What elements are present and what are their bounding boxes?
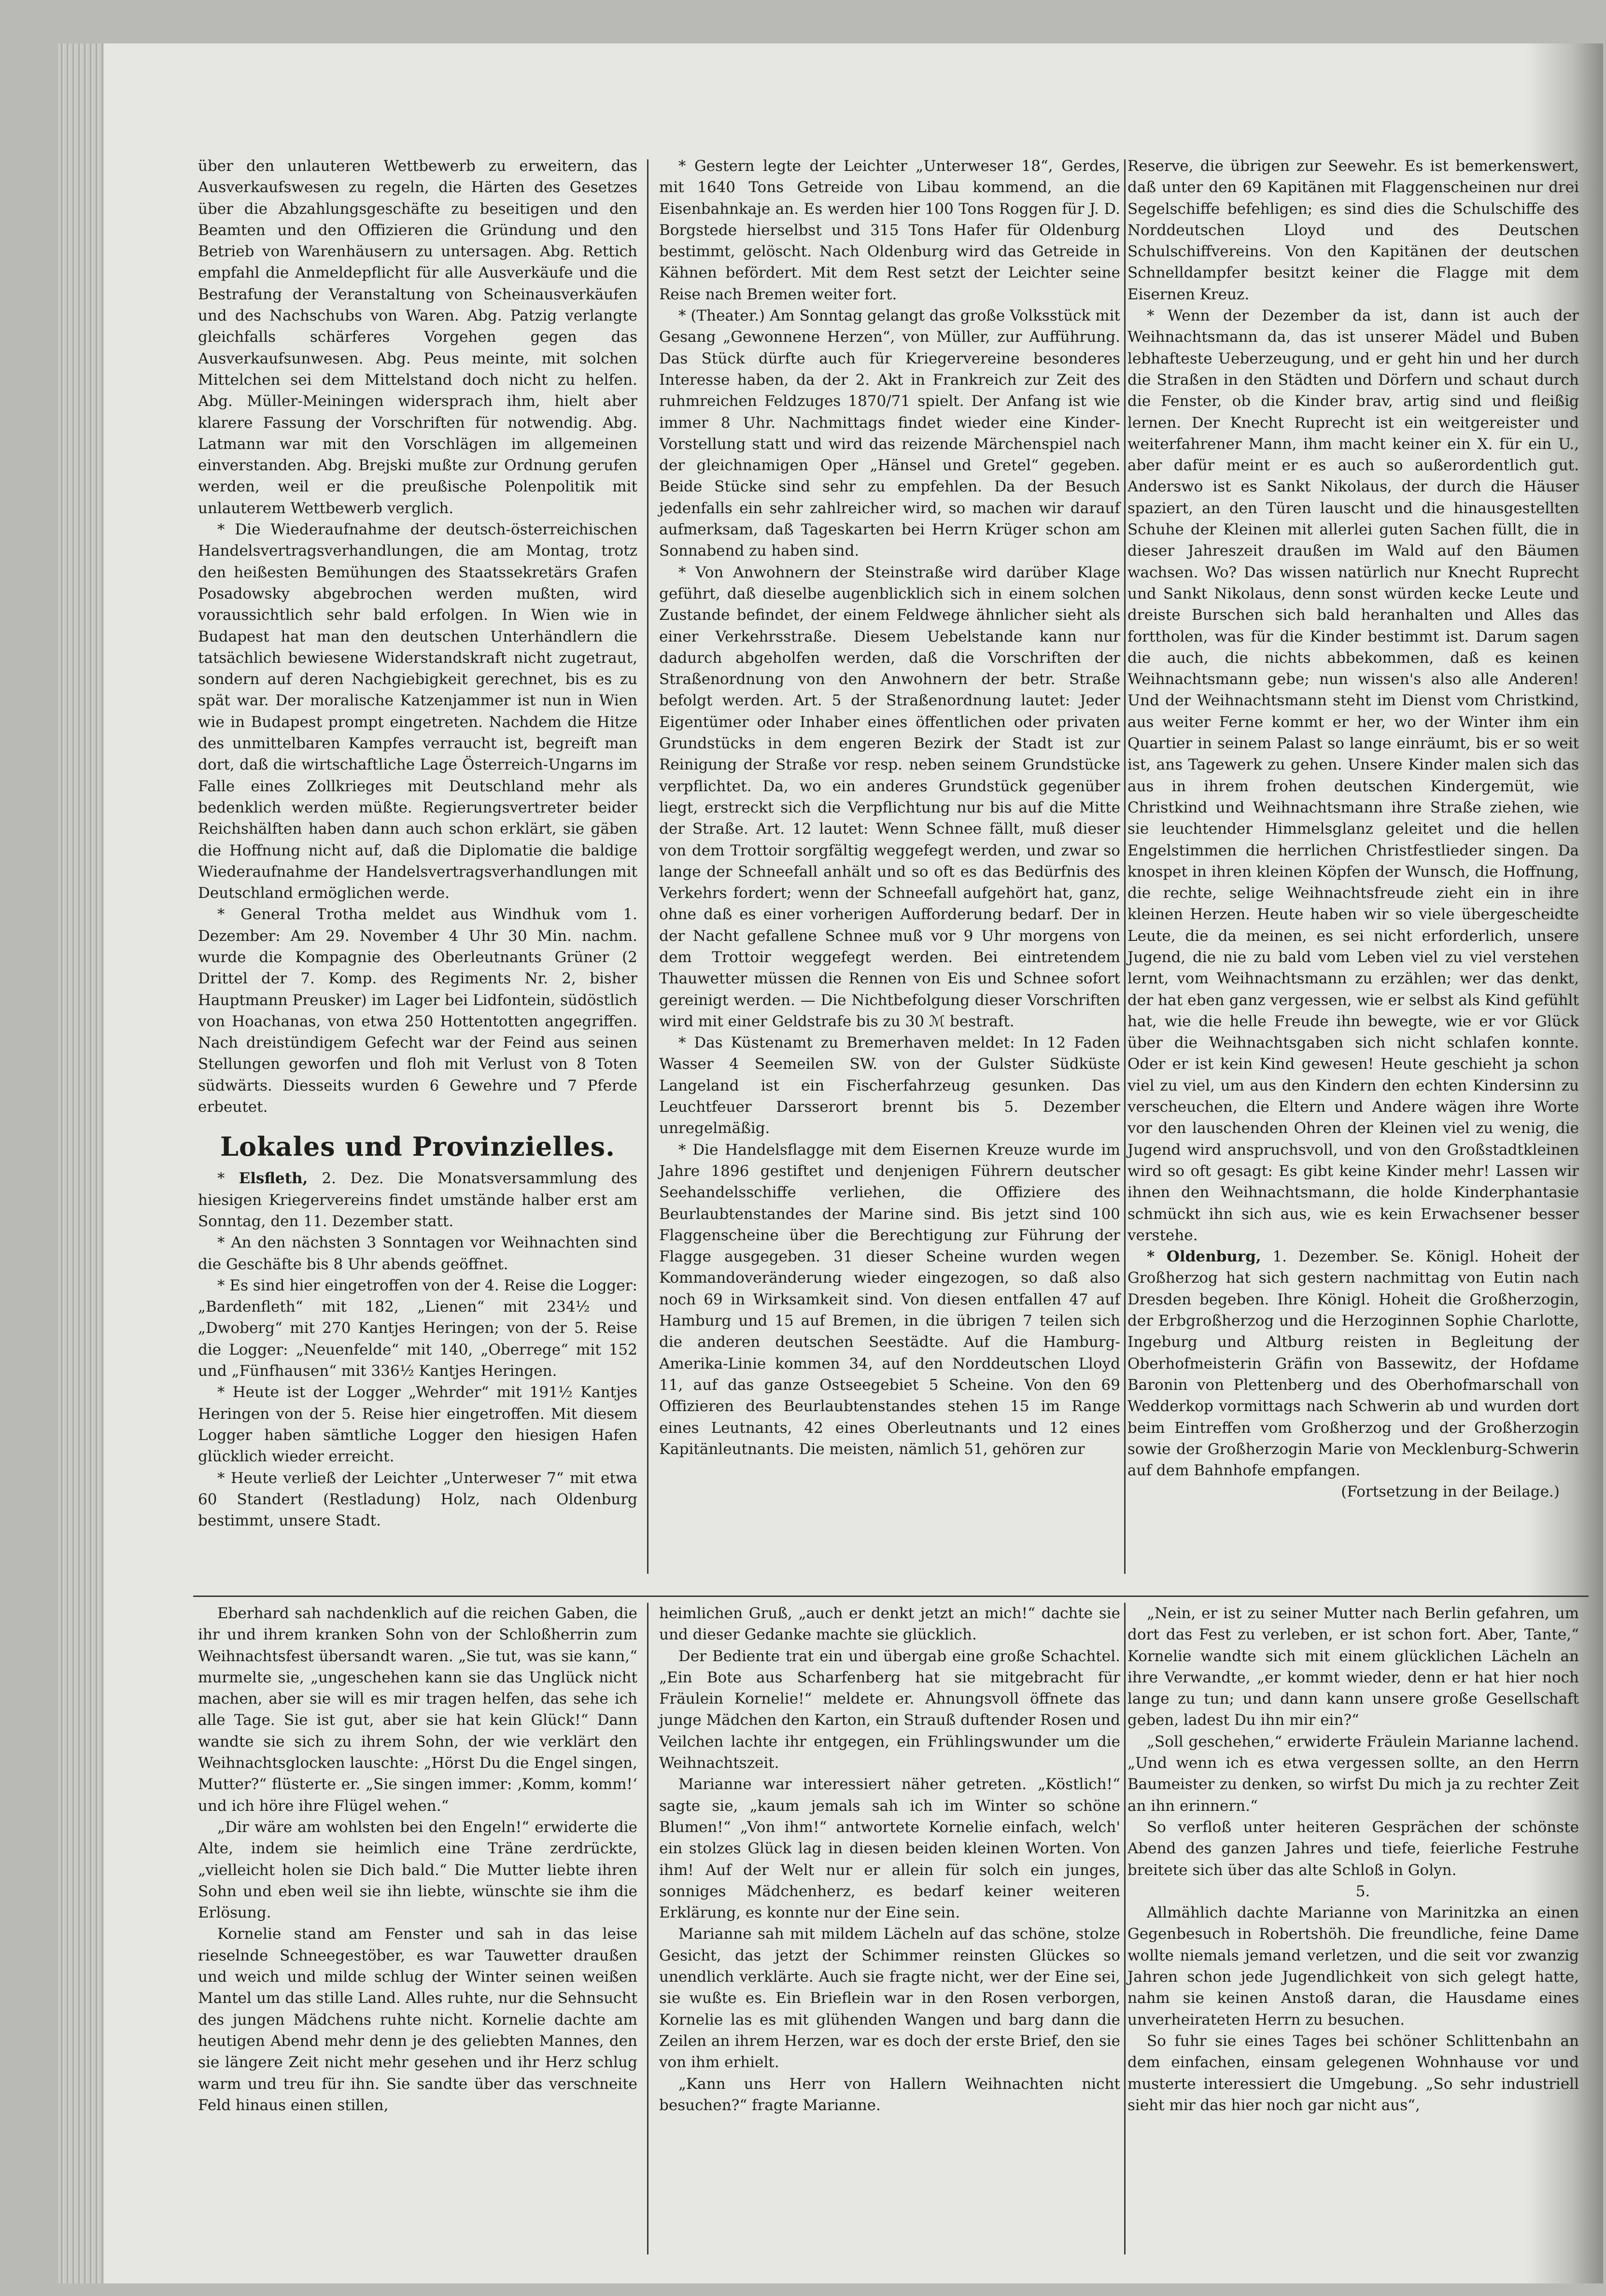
feuilleton-col2-paragraph: Der Bediente trat ein und übergab eine große Schachtel. „Ein Bote aus Scharfenberg hat sie mitgebracht für Fräulein Kornelie!“ meldete er. Ahnungsvoll öffnete das junge Mädchen den Karton, ein Strauß duftender Rosen und Veilchen lachte ihr entgegen, ein Frühlingswunder um die Weihnachtszeit. [659, 1647, 1120, 1772]
feuilleton-col2-paragraph: „Kann uns Herr von Hallern Weihnachten nicht besuchen?“ fragte Marianne. [659, 2075, 1120, 2114]
feuilleton-col2-paragraph: Marianne war interessiert näher getreten. „Köstlich!“ sagte sie, „kaum jemals sah ich im Winter so schöne Blumen!“ „Von ihm!“ antwortete Kornelie einfach, welch' ein stolzes Glück lag in diesen beiden kleinen Worten. Von ihm! Auf der Welt nur er allein für solch ein junges, sonniges Mädchenherz, es bedarf keiner weiteren Erklärung, es konnte nur der Eine sein. [659, 1776, 1120, 1922]
page-binding [58, 43, 104, 2283]
feuilleton-col3-paragraph: „Soll geschehen,“ erwiderte Fräulein Marianne lachend. „Und wenn ich es etwa vergessen sollte, an den Herrn Baumeister zu denken, so wirfst Du mich ja zu rechter Zeit an ihn erinnern.“ [1127, 1733, 1579, 1815]
news-column-2 [659, 155, 1120, 1460]
news-col2-paragraph: * Die Handelsflagge mit dem Eisernen Kreuze wurde im Jahre 1896 gestiftet und denjenigen Führern deutscher Seehandelsschiffe verliehen, die Offiziere des Beurlaubtenstandes der Marine sind. Bis jetzt sind 100 Flaggenscheine über die Berechtigung zur Führung der Flagge ausgegeben. 31 dieser Scheine wurden wegen Kommandoveränderung wieder eingezogen, so daß also noch 69 in Wirksamkeit sind. Von diesen entfallen 47 auf Hamburg und 15 auf Bremen, in die übrigen 7 teilen sich die anderen deutschen Seestädte. Auf die Hamburg-Amerika-Linie kommen 34, auf den Norddeutschen Lloyd 11, auf das ganze Ostseegebiet 5 Scheine. Von den 69 Offizieren des Beurlaubtenstandes stehen 15 im Range eines Leutnants, 42 eines Oberleutnants und 12 eines Kapitänleutnants. Die meisten, nämlich 51, gehören zur [659, 1141, 1120, 1458]
news-col3-paragraph: * Wenn der Dezember da ist, dann ist auch der Weihnachtsmann da, das ist unserer Mädel und Buben lebhafteste Ueberzeugung, und er geht hin und her durch die Straßen in den Städten und Dörfern und schaut durch die Fenster, ob die Kinder brav, artig sind und fleißig lernen. Der Knecht Ruprecht ist ein weitgereister und weiterfahrener Mann, ihm macht keiner ein X. für ein U., aber dafür meint er es auch so außerordentlich gut. Anderswo ist es Sankt Nikolaus, der durch die Häuser spaziert, an den Türen lauscht und die hinausgestellten Schuhe der Kleinen mit allerlei guten Sachen füllt, die in dieser Jahreszeit draußen im Wald auf den Bäumen wachsen. Wo? Das wissen natürlich nur Knecht Ruprecht und Sankt Nikolaus, denn sonst würden kecke Leute und dreiste Burschen sich bald heranhalten und Alles das forttholen, was für die Kinder bestimmt ist. Darum sagen die auch, die nichts abbekommen, daß es keinen Weihnachtsmann gebe; nun wissen's also alle Anderen! Und der Weihnachtsmann steht im Dienst vom Christkind, aus weiter Ferne kommt er her, wo der Winter ihm ein Quartier in seinem Palast so lange einräumt, bis er so weit ist, ans Tagewerk zu gehen. Unsere Kinder malen sich das aus in ihrem frohen deutschen Kindergemüt, wie Christkind und Weihnachtsmann ihre Straße ziehen, wie sie leuchtender Himmelsglanz geleitet und die hellen Engelstimmen die herrlichen Christfestlieder singen. Da knospet in ihren kleinen Köpfen der Wunsch, die Hoffnung, die rechte, selige Weihnachtsfreude zieht ein in ihre kleinen Herzen. Heute haben wir so viele übergescheidte Leute, die da meinen, es sei nicht erforderlich, unsere Jugend, die nie zu bald vom Leben viel zu viel verstehen lernt, vom Weihnachtsmann zu erzählen; wer das denkt, der hat eben ganz vergessen, wie er selbst als Kind gefühlt hat, wie die helle Freude ihn bewegte, wie er vor Glück über die Weihnachtsgaben sich nicht schlafen konnte. Oder er ist kein Kind gewesen! Heute geschieht ja schon viel zu viel, um aus den Kindern den echten Kindersinn zu verscheuchen, die Eltern und Andere wägen ihre Worte vor den lauschenden Ohren der Kleinen viel zu wenig, die Jugend wird anspruchsvoll, und von den Großstadtkleinen wird so oft gesagt: Es gibt keine Kinder mehr! Lassen wir ihnen den Weihnachtsmann, die holde Kinderphantasie schmückt ihn sich aus, wie es kein Erwachsener besser verstehe. [1127, 307, 1579, 1244]
feuilleton-column-1 [198, 1603, 637, 2116]
feuilleton-divider-2 [1124, 1603, 1126, 2254]
oldenburg-text: 1. Dezember. Se. Königl. Hoheit der Großherzog hat sich gestern nachmittag von Eutin nach Dresden begeben. Ihre Königl. Hoheit die Großherzogin, der Erbgroßherzog und die Herzoginnen Sophie Charlotte, Ingeburg und Altburg reisten in Begleitung der Oberhofmeisterin Gräfin von Bassewitz, der Hofdame Baronin von Plettenberg und des Oberhofmarschall von Wedderkop vormittags nach Schwerin ab und wurden dort beim Eintreffen vom Großherzog und der Großherzogin sowie der Großherzogin Marie von Mecklenburg-Schwerin auf dem Bahnhofe empfangen. [1127, 1248, 1579, 1480]
news-column-3-body [1127, 155, 1579, 1246]
local-news-text: * Heute verließ der Leichter „Unterweser 7“ mit etwa 60 Standert (Restladung) Holz, nach Oldenburg bestimmt, unsere Stadt. [198, 1469, 637, 1530]
section-heading: Lokales und Provinzielles. [220, 1131, 615, 1162]
oldenburg-report [1127, 1246, 1579, 1481]
local-news-list [198, 1168, 637, 1531]
local-news-item [198, 1232, 637, 1275]
feuilleton-col3-paragraph: So verfloß unter heiteren Gesprächen der schönste Abend des ganzen Jahres und tiefe, feierliche Festruhe breitete sich über das alte Schloß in Golyn. [1127, 1818, 1579, 1879]
feuilleton-column-3 [1127, 1603, 1579, 2116]
column-divider-1 [647, 159, 648, 1574]
chapter-number: 5. [1355, 1882, 1370, 1900]
local-news-text: * An den nächsten 3 Sonntagen vor Weihnachten sind die Geschäfte bis 8 Uhr abends geöffnet. [198, 1234, 637, 1273]
local-news-text: * Es sind hier eingetroffen von der 4. Reise die Logger: „Bardenfleth“ mit 182, „Lienen“ mit 234½ und „Dwoberg“ mit 270 Kantjes Heringen; von der 5. Reise die Logger: „Neuenfelde“ mit 140, „Oberrege“ mit 152 und „Fünfhausen“ mit 336½ Kantjes Heringen. [198, 1276, 637, 1380]
news-column-1 [198, 155, 637, 1531]
feuilleton-col2-paragraph: Marianne sah mit mildem Lächeln auf das schöne, stolze Gesicht, das jetzt der Schimmer reinsten Glückes so unendlich verklärte. Auch sie fragte nicht, wer der Eine sei, sie wußte es. Ein Brieflein war in den Rosen verborgen, Kornelie las es mit glühenden Wangen und barg dann die Zeilen an ihrem Herzen, war es doch der erste Brief, den sie von ihm erhielt. [659, 1925, 1120, 2072]
local-news-item [198, 1382, 637, 1467]
continued-note: (Fortsetzung in der Beilage.) [1341, 1483, 1560, 1501]
feuilleton-column-3-body [1127, 1603, 1579, 1881]
feuilleton-rule [193, 1596, 1589, 1597]
feuilleton-col3-after-paragraph: Allmählich dachte Marianne von Marinitzka an einen Gegenbesuch in Robertshöh. Die freundliche, feine Dame wollte niemals jemand verletzen, und die seit vor zwanzig Jahren schon jede Jugendlichkeit von sich gelegt hatte, nahm sie keinen Anstoß daran, die Hausdame eines unverheirateten Herrn zu besuchen. [1127, 1904, 1579, 2029]
news-col2-paragraph: * Von Anwohnern der Steinstraße wird darüber Klage geführt, daß dieselbe augenblicklich sich in einem solchen Zustande befindet, der einem Feldwege ähnlicher sieht als einer Verkehrsstraße. Diesem Uebelstande kann nur dadurch abgeholfen werden, daß die Vorschriften der Straßenordnung von den Anwohnern der betr. Straße befolgt werden. Art. 5 der Straßenordnung lautet: Jeder Eigentümer oder Inhaber eines öffentlichen oder privaten Grundstücks in dem engeren Bezirk der Stadt ist zur Reinigung der Straße vor resp. neben seinem Grundstücke verpflichtet. Da, wo ein anderes Grundstück gegenüber liegt, erstreckt sich die Verpflichtung nur bis auf die Mitte der Straße. Art. 12 lautet: Wenn Schnee fällt, muß dieser von dem Trottoir sorgfältig weggefegt werden, und zwar so lange der Schneefall anhält und so oft es das Bedürfnis des Verkehrs fordert; wenn der Schneefall aufgehört hat, ganz, ohne daß es einer vorherigen Aufforderung bedarf. Der in der Nacht gefallene Schnee muß vor 9 Uhr morgens von dem Trottoir weggefegt werden. Bei eintretendem Thauwetter müssen die Rennen von Eis und Schnee sofort gereinigt werden. — Die Nichtbefolgung dieser Vorschriften wird mit einer Geldstrafe bis zu 30 ℳ bestraft. [659, 563, 1120, 1030]
local-news-item [198, 1275, 637, 1382]
feuilleton-column-2 [659, 1603, 1120, 2116]
feuilleton-col1-paragraph: Kornelie stand am Fenster und sah in das leise rieselnde Schneegestöber, es war Tauwetter draußen und weich und milde schlug der Winter seinen weißen Mantel um das stille Land. Alles ruhte, nur die Sehnsucht des jungen Mädchens ruhte nicht. Kornelie dachte am heutigen Abend mehr denn je des geliebten Mannes, den sie längere Zeit nicht mehr gesehen und ihr Herz schlug warm und treu für ihn. Sie sandte über das verschneite Feld hinaus einen stillen, [198, 1925, 637, 2114]
news-col1-paragraph: über den unlauteren Wettbewerb zu erweitern, das Ausverkaufswesen zu regeln, die Härten des Gesetzes über die Abzahlungsgeschäfte zu beseitigen und den Beamten und den Offizieren die Gründung und den Betrieb von Warenhäusern zu untersagen. Abg. Rettich empfahl die Anmeldepflicht für alle Ausverkäufe und die Bestrafung der Veranstaltung von Scheinausverkäufen und des Nachschubs von Waren. Abg. Patzig verlangte gleichfalls schärferes Vorgehen gegen das Ausverkaufsunwesen. Abg. Peus meinte, mit solchen Mittelchen sei dem Mittelstand doch nicht zu helfen. Abg. Müller-Meiningen widersprach ihm, hielt aber klarere Fassung der Vorschriften für notwendig. Abg. Latmann war mit den Vorschlägen im allgemeinen einverstanden. Abg. Brejski mußte zur Ordnung gerufen werden, weil er die preußische Polenpolitik mit unlauterem Wettbewerb verglich. [198, 157, 637, 517]
news-column-1-body [198, 155, 637, 1118]
oldenburg-dateline: * Oldenburg, [1147, 1248, 1261, 1266]
feuilleton-col3-after-paragraph: So fuhr sie eines Tages bei schöner Schlittenbahn an dem einfachen, einsam gelegenen Wohnhause vor und musterte interessiert die Umgebung. „So sehr industriell sieht mir das hier noch gar nicht aus“, [1127, 2032, 1579, 2114]
news-col1-paragraph: * General Trotha meldet aus Windhuk vom 1. Dezember: Am 29. November 4 Uhr 30 Min. nachm. wurde die Kompagnie des Oberleutnants Grüner (2 Drittel der 7. Komp. des Regiments Nr. 2, bisher Hauptmann Preusker) im Lager bei Lidfontein, südöstlich von Hoachanas, von etwa 250 Hottentotten angegriffen. Nach dreistündigem Gefecht war der Feind aus seinen Stellungen geworfen und floh mit Verlust von 8 Toten südwärts. Diesseits wurden 6 Gewehre und 7 Pferde erbeutet. [198, 906, 637, 1116]
news-col2-paragraph: * Das Küstenamt zu Bremerhaven meldet: In 12 Faden Wasser 4 Seemeilen SW. von der Gulster Südküste Langeland ist ein Fischerfahrzeug gesunken. Das Leuchtfeuer Darsserort brennt bis 5. Dezember unregelmäßig. [659, 1034, 1120, 1137]
local-news-item: * Elsfleth, 2. Dez. Die Monatsversammlung des hiesigen Kriegervereins findet umstände halber erst am Sonntag, den 11. Dezember statt. [198, 1170, 638, 1230]
local-news-item [198, 1468, 637, 1532]
feuilleton-col1-paragraph: „Dir wäre am wohlsten bei den Engeln!“ erwiderte die Alte, indem sie heimlich eine Träne zerdrückte, „vielleicht holen sie Dich bald.“ Die Mutter liebte ihren Sohn und eben weil sie ihn liebte, wünschte sie ihm die Erlösung. [198, 1818, 637, 1922]
news-col1-paragraph: * Die Wiederaufnahme der deutsch-österreichischen Handelsvertragsverhandlungen, die am Montag, trotz den heißesten Bemühungen des Staatssekretärs Grafen Posadowsky abgebrochen werden mußten, wird voraussichtlich sehr bald erfolgen. In Wien wie in Budapest hat man den deutschen Unterhändlern die tatsächlich bewiesene Widerstandskraft nicht zugetraut, sondern auf deren Nachgiebigkeit gerechnet, bis es zu spät war. Der moralische Katzenjammer ist nun in Wien wie in Budapest prompt eingetreten. Nachdem die Hitze des unmittelbaren Kampfes verraucht ist, begreift man dort, daß die wirtschaftliche Lage Österreich-Ungarns im Falle eines Zollkrieges mit Deutschland mehr als bedenklich werden müßte. Regierungsvertreter beider Reichshälften haben dann auch schon erklärt, sie gäben die Hoffnung nicht auf, daß die Diplomatie die baldige Wiederaufnahme der Handelsvertragsverhandlungen mit Deutschland ermöglichen werde. [198, 521, 637, 902]
feuilleton-col1-paragraph: Eberhard sah nachdenklich auf die reichen Gaben, die ihr und ihrem kranken Sohn von der Schloßherrin zum Weihnachtsfest übersandt waren. „Sie tut, was sie kann,“ murmelte sie, „ungeschehen kann sie das Unglück nicht machen, aber sie will es mir tragen helfen, das sehe ich alle Tage. Sie ist gut, aber sie hat kein Glück!“ Dann wandte sie sich zu ihrem Sohn, der wie verklärt den Weihnachtsglocken lauschte: „Hörst Du die Engel singen, Mutter?“ flüsterte er. „Sie singen immer: ‚Komm, komm!‘ und ich höre ihre Flügel wehen.“ [198, 1605, 637, 1815]
feuilleton-col2-paragraph: heimlichen Gruß, „auch er denkt jetzt an mich!“ dachte sie und dieser Gedanke machte sie glücklich. [659, 1605, 1120, 1644]
news-col3-paragraph: Reserve, die übrigen zur Seewehr. Es ist bemerkenswert, daß unter den 69 Kapitänen mit Flaggenscheinen nur drei Segelschiffe befehligen; es sind dies die Schulschiffe des Norddeutschen Lloyd und des Deutschen Schulschiffvereins. Von den Kapitänen der deutschen Schnelldampfer besitzt keiner die Flagge mit dem Eisernen Kreuz. [1127, 157, 1579, 303]
news-column-3 [1127, 155, 1579, 1503]
local-news-text: * Heute ist der Logger „Wehrder“ mit 191½ Kantjes Heringen von der 5. Reise hier eingetroffen. Mit diesem Logger haben sämtliche Logger den hiesigen Hafen glücklich wieder erreicht. [198, 1384, 637, 1466]
local-news-dateline: Elsfleth, [239, 1170, 308, 1188]
local-news-text: 2. Dez. Die Monatsversammlung des hiesigen Kriegervereins findet umstände halber erst am Sonntag, den 11. Dezember statt. [198, 1170, 638, 1230]
feuilleton-divider-1 [647, 1603, 648, 2254]
feuilleton-col3-paragraph: „Nein, er ist zu seiner Mutter nach Berlin gefahren, um dort das Fest zu verleben, er ist schon fort. Aber, Tante,“ Kornelie wandte sich mit einem glücklichen Lächeln an ihre Verwandte, „er kommt wieder, denn er hat hier noch lange zu tun; und dann kann unsere große Gesellschaft geben, ladest Du ihn mir ein?“ [1127, 1605, 1579, 1729]
news-col2-paragraph: * (Theater.) Am Sonntag gelangt das große Volksstück mit Gesang „Gewonnene Herzen“, von Müller, zur Aufführung. Das Stück dürfte auch für Kriegervereine besonderes Interesse haben, da der 2. Akt in Frankreich zur Zeit des ruhmreichen Feldzuges 1870/71 spielt. Der Anfang ist wie immer 8 Uhr. Nachmittags findet wieder eine Kinder-Vorstellung statt und wird das reizende Märchenspiel nach der gleichnamigen Oper „Hänsel und Gretel“ gegeben. Beide Stücke sind sehr zu empfehlen. Da der Besuch jedenfalls ein sehr zahlreicher wird, so machen wir darauf aufmerksam, daß Tageskarten bei Herrn Krüger schon am Sonnabend zu haben sind. [659, 307, 1120, 560]
feuilleton-column-3-after [1127, 1902, 1579, 2116]
news-col2-paragraph: * Gestern legte der Leichter „Unterweser 18“, Gerdes, mit 1640 Tons Getreide von Libau kommend, an die Eisenbahnkaje an. Es werden hier 100 Tons Roggen für J. D. Borgstede hierselbst und 315 Tons Hafer für Oldenburg bestimmt, gelöscht. Nach Oldenburg wird das Getreide in Kähnen befördert. Mit dem Rest setzt der Leichter seine Reise nach Bremen weiter fort. [659, 157, 1120, 303]
column-divider-2 [1124, 159, 1126, 1574]
